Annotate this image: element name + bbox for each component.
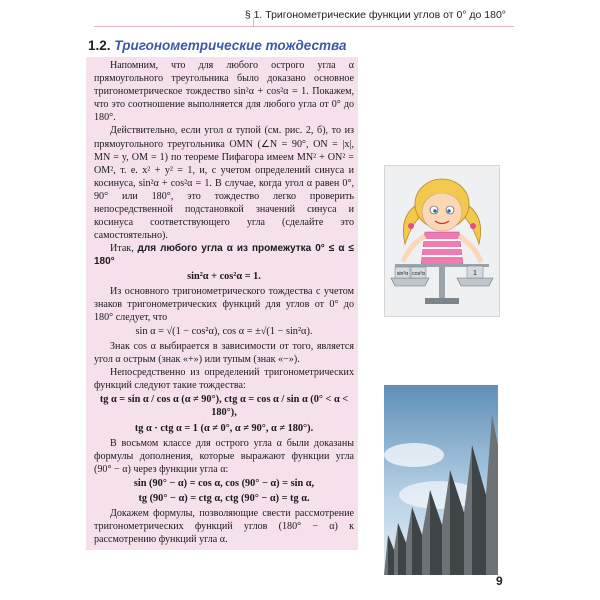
- weight-label-cos: cos²α: [412, 271, 425, 277]
- section-number: 1.2.: [88, 38, 111, 53]
- paragraph-2: Действительно, если угол α тупой (см. рис. 2, б), то из прямоугольного треугольника OMN (∠N = 90°, ON = |x|, MN = y, OM = 1) по теореме Пифагора имеем MN² + ON² = OM², т. е. x² + y² = 1, и, с учетом определений синуса и косинуса, sin²α + cos²α = 1. В случае, когда угол α равен 0°, 90° или 180°, это тождество легко проверить непосредственной подстановкой значений синуса и косинуса соответствующего угла (сделайте это самостоятельно).: [94, 125, 354, 242]
- building-drawing: [384, 385, 498, 575]
- text-column: [86, 32, 358, 550]
- section-heading: [88, 38, 358, 53]
- theorem-lead: Итак,: [110, 243, 134, 255]
- section-title: Тригонометрические тождества: [114, 38, 347, 53]
- sawtooth-building-photo: [384, 385, 498, 575]
- running-title: § 1. Тригонометрические функции углов от 0° до 180°: [244, 9, 506, 21]
- theorem: [94, 242, 354, 268]
- girl-scale-drawing: [385, 166, 499, 316]
- theorem-text: для любого угла α из промежутка 0° ≤ α ≤ 180°: [94, 243, 354, 268]
- paragraph-3: Из основного тригонометрического тождества с учетом знаков тригонометрических функций для углов от 0° до 180° следует, что: [94, 285, 354, 323]
- header-rule: [94, 26, 514, 27]
- theorem-formula: sin²α + cos²α = 1.: [187, 270, 261, 282]
- weight-label-one: 1: [473, 270, 477, 277]
- weight-label-sin: sin²α: [396, 271, 409, 277]
- paragraph-7: Докажем формулы, позволяющие свести рассмотрение тригонометрических функций углов (180° − α) к рассмотрению функций угла α.: [94, 508, 354, 546]
- paragraph-6: В восьмом классе для острого угла α были доказаны формулы дополнения, которые выражают функции угла (90° − α) через функции угла α:: [94, 437, 354, 475]
- header-divider: [253, 18, 262, 27]
- paragraph-5: Непосредственно из определений тригонометрических функций следуют такие тождества:: [94, 367, 354, 392]
- formula-sqrt: sin α = √(1 − cos²α), cos α = ±√(1 − sin²α).: [135, 325, 313, 337]
- page-number: 9: [496, 574, 503, 588]
- text-block: [86, 57, 358, 550]
- paragraph-4: Знак cos α выбирается в зависимости от того, является угол α острым (знак «+») или тупым (знак «−»).: [94, 340, 354, 366]
- formula-tg-ctg: tg α = sin α / cos α (α ≠ 90°), ctg α = cos α / sin α (0° < α < 180°),: [99, 394, 349, 419]
- girl-scale-illustration: [384, 165, 500, 317]
- formula-complement-1: sin (90° − α) = cos α, cos (90° − α) = sin α,: [133, 477, 315, 489]
- running-header: [86, 6, 516, 26]
- paragraph-1: Напомним, что для любого острого угла α прямоугольного треугольника было доказано основное тригонометрическое тождество sin²α + cos²α = 1. Покажем, что это соотношение выполняется для любого угла от 0° до 180°.: [94, 60, 354, 124]
- formula-tg-times-ctg: tg α · ctg α = 1 (α ≠ 0°, α ≠ 90°, α ≠ 180°).: [134, 422, 314, 434]
- formula-complement-2: tg (90° − α) = ctg α, ctg (90° − α) = tg α.: [138, 493, 310, 504]
